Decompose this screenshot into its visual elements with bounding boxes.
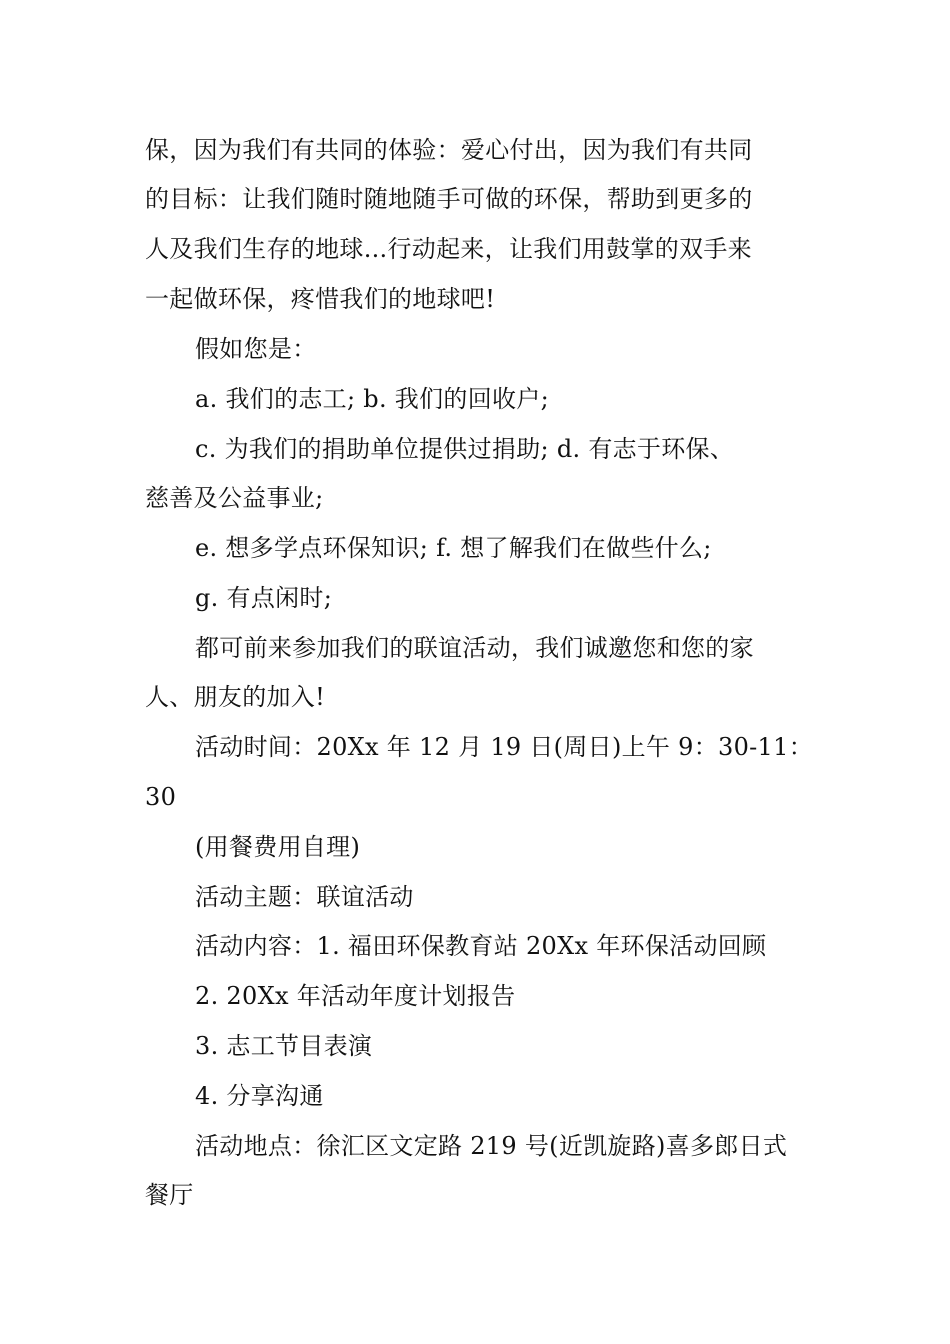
event-content-item: 4. 分享沟通 [195, 1082, 324, 1110]
event-theme-line: 活动主题：联谊活动 [195, 883, 414, 911]
body-text-line: 人、朋友的加入! [145, 683, 326, 711]
event-location-line: 活动地点：徐汇区文定路 219 号(近凯旋路)喜多郎日式 [195, 1132, 788, 1160]
list-item: a. 我们的志工; b. 我们的回收户; [195, 385, 549, 413]
event-content-item: 3. 志工节目表演 [195, 1032, 373, 1060]
body-text-line: 人及我们生存的地球...行动起来，让我们用鼓掌的双手来 [145, 235, 752, 263]
event-time-continuation: 30 [145, 783, 177, 811]
body-text-line: 的目标：让我们随时随地随手可做的环保，帮助到更多的 [145, 185, 753, 213]
body-text-line: 一起做环保，疼惜我们的地球吧! [145, 285, 496, 313]
list-item-continuation: 慈善及公益事业; [145, 484, 324, 512]
list-item: e. 想多学点环保知识; f. 想了解我们在做些什么; [195, 534, 712, 562]
event-content-item: 2. 20Xx 年活动年度计划报告 [195, 982, 516, 1010]
event-time-line: 活动时间：20Xx 年 12 月 19 日(周日)上午 9：30-11： [195, 733, 813, 761]
meal-note-line: (用餐费用自理) [195, 833, 361, 861]
event-location-continuation: 餐厅 [145, 1181, 194, 1209]
body-text-line: 假如您是： [195, 335, 317, 363]
event-content-line: 活动内容：1. 福田环保教育站 20Xx 年环保活动回顾 [195, 932, 767, 960]
body-text-line: 保，因为我们有共同的体验：爱心付出，因为我们有共同 [145, 136, 753, 164]
body-text-line: 都可前来参加我们的联谊活动，我们诚邀您和您的家 [195, 634, 754, 662]
list-item: c. 为我们的捐助单位提供过捐助; d. 有志于环保、 [195, 435, 735, 463]
list-item: g. 有点闲时; [195, 584, 333, 612]
